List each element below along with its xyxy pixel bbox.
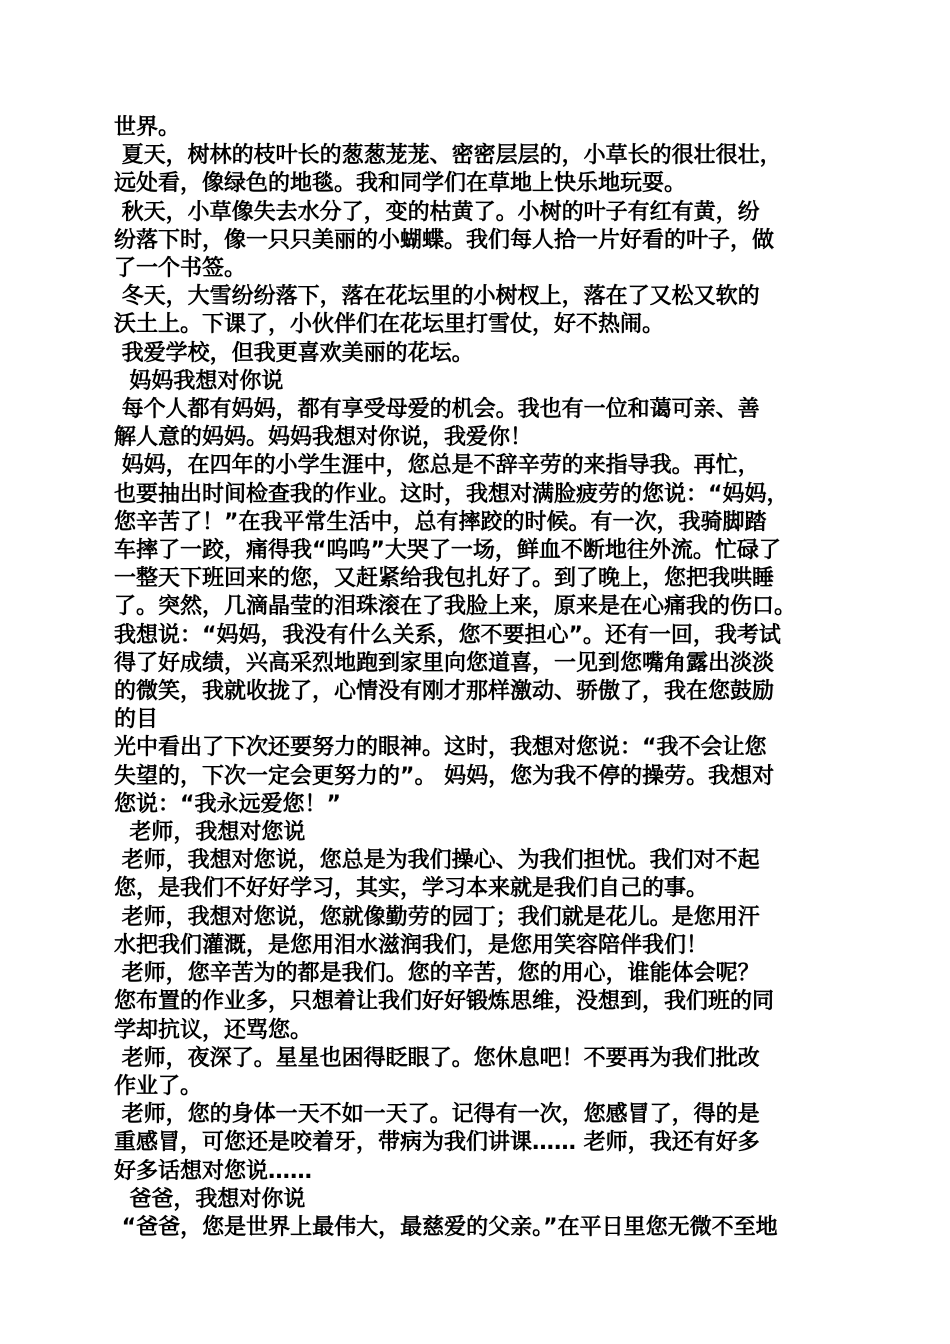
text-line: 好多话想对您说…… — [114, 1158, 313, 1184]
text-line: 了。突然，几滴晶莹的泪珠滚在了我脸上来，原来是在心痛我的伤口。 — [114, 594, 797, 620]
text-line: 水把我们灌溉，是您用泪水滋润我们，是您用笑容陪伴我们！ — [114, 932, 709, 958]
section-heading: 妈妈我想对你说 — [114, 368, 284, 394]
text-line: 我爱学校，但我更喜欢美丽的花坛。 — [114, 340, 474, 366]
text-line: “爸爸，您是世界上最伟大，最慈爱的父亲。”在平日里您无微不至地 — [114, 1214, 778, 1240]
section-heading: 老师，我想对您说 — [114, 820, 306, 846]
text-line: 您说：“我永远爱您！” — [114, 791, 341, 817]
text-line: 作业了。 — [114, 1073, 203, 1099]
text-line: 学却抗议，还骂您。 — [114, 1017, 313, 1043]
text-line: 重感冒，可您还是咬着牙，带病为我们讲课…… 老师，我还有好多 — [114, 1130, 760, 1156]
text-line: 您布置的作业多，只想着让我们好好锻炼思维，没想到，我们班的同 — [114, 989, 775, 1015]
text-line: 您辛苦了！”在我平常生活中，总有摔跤的时候。有一次，我骑脚踏 — [114, 509, 767, 535]
text-line: 了一个书签。 — [114, 256, 247, 282]
text-line: 的微笑，我就收拢了，心情没有刚才那样激动、骄傲了，我在您鼓励 — [114, 679, 775, 705]
text-line: 一整天下班回来的您，又赶紧给我包扎好了。到了晚上，您把我哄睡 — [114, 566, 775, 592]
text-line: 也要抽出时间检查我的作业。这时，我想对满脸疲劳的您说：“妈妈， — [114, 481, 789, 507]
text-line: 妈妈，在四年的小学生涯中，您总是不辞辛劳的来指导我。再忙， — [114, 453, 760, 479]
text-line: 的目 — [114, 707, 159, 733]
text-line: 每个人都有妈妈，都有享受母爱的机会。我也有一位和蔼可亲、善 — [114, 397, 760, 423]
text-line: 车摔了一跤，痛得我“呜呜”大哭了一场，鲜血不断地往外流。忙碌了 — [114, 538, 781, 564]
text-line: 老师，我想对您说，您就像勤劳的园丁；我们就是花儿。是您用汗 — [114, 904, 760, 930]
text-line: 远处看，像绿色的地毯。我和同学们在草地上快乐地玩耍。 — [114, 171, 687, 197]
text-line: 世界。 — [114, 115, 181, 140]
section-heading: 爸爸，我想对你说 — [114, 1186, 306, 1212]
text-line: 夏天，树林的枝叶长的葱葱茏茏、密密层层的，小草长的很壮很壮， — [114, 143, 782, 169]
text-line: 解人意的妈妈。妈妈我想对你说，我爱你！ — [114, 425, 533, 451]
text-line: 纷落下时，像一只只美丽的小蝴蝶。我们每人拾一片好看的叶子，做 — [114, 227, 775, 253]
text-line: 您，是我们不好好学习，其实，学习本来就是我们自己的事。 — [114, 876, 709, 902]
text-line: 我想说：“妈妈，我没有什么关系，您不要担心”。还有一回，我考试 — [114, 622, 781, 648]
text-line: 秋天，小草像失去水分了，变的枯黄了。小树的叶子有红有黄，纷 — [114, 199, 760, 225]
text-line: 老师，我想对您说，您总是为我们操心、为我们担忧。我们对不起 — [114, 848, 760, 874]
text-line: 冬天，大雪纷纷落下，落在花坛里的小树杈上，落在了又松又软的 — [114, 284, 760, 310]
text-line: 失望的，下次一定会更努力的”。 妈妈，您为我不停的操劳。我想对 — [114, 763, 775, 789]
text-line: 老师，您辛苦为的都是我们。您的辛苦，您的用心，谁能体会呢？ — [114, 961, 760, 987]
text-line: 老师，您的身体一天不如一天了。记得有一次，您感冒了，得的是 — [114, 1102, 760, 1128]
document-body — [114, 114, 850, 1242]
text-line: 老师，夜深了。星星也困得眨眼了。您休息吧！不要再为我们批改 — [114, 1045, 760, 1071]
text-line: 沃土上。下课了，小伙伴们在花坛里打雪仗，好不热闹。 — [114, 312, 665, 338]
text-line: 得了好成绩，兴高采烈地跑到家里向您道喜，一见到您嘴角露出淡淡 — [114, 650, 775, 676]
text-line: 光中看出了下次还要努力的眼神。这时，我想对您说：“我不会让您 — [114, 735, 767, 761]
